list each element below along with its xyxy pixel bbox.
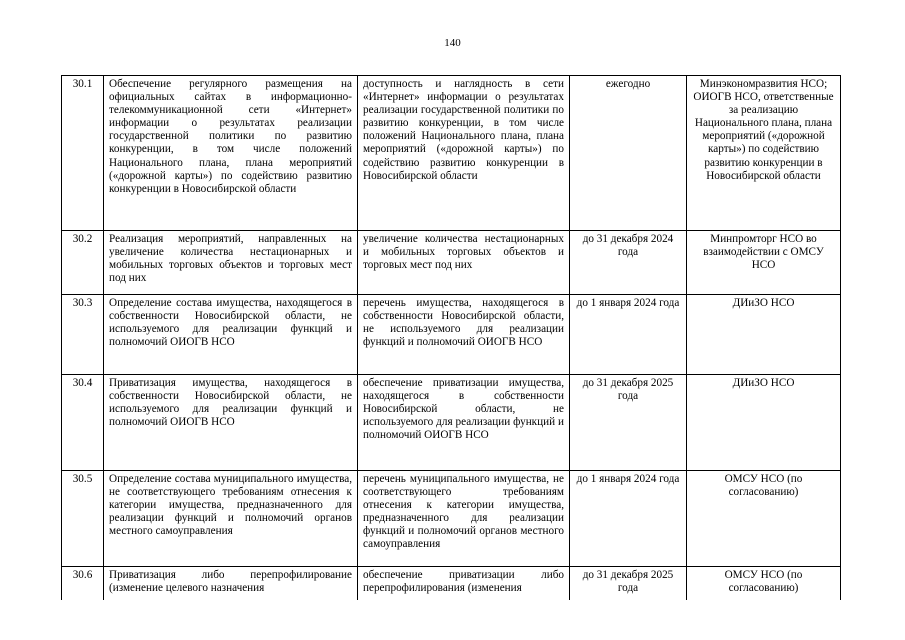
deadline-cell: до 31 декабря 2024 года — [570, 231, 687, 295]
deadline-cell: до 31 декабря 2025 года — [570, 375, 687, 471]
row-number: 30.1 — [62, 76, 104, 231]
table-row — [62, 76, 841, 231]
action-cell: Приватизация имущества, находящегося в собственности Новосибирской области, не используемого для реализации функций и полномочий ОИОГВ НСО — [104, 375, 358, 471]
responsible-cell: ОМСУ НСО (по согласованию) — [687, 471, 841, 567]
deadline-cell: ежегодно — [570, 76, 687, 231]
responsible-cell: ДИиЗО НСО — [687, 295, 841, 375]
deadline-cell: до 1 января 2024 года — [570, 471, 687, 567]
responsible-cell: ОМСУ НСО (по согласованию) — [687, 567, 841, 600]
action-cell: Определение состава имущества, находящегося в собственности Новосибирской области, не используемого для реализации функций и полномочий ОИОГВ НСО — [104, 295, 358, 375]
table-row — [62, 471, 841, 567]
result-cell: обеспечение приватизации имущества, находящегося в собственности Новосибирской области, не используемого для реализации функций и полномочий ОИОГВ НСО — [358, 375, 570, 471]
page-number: 140 — [444, 37, 461, 49]
row-number: 30.2 — [62, 231, 104, 295]
result-cell: перечень муниципального имущества, не соответствующего требованиям отнесения к категории имущества, предназначенного для реализации функций и полномочий органов местного самоуправления — [358, 471, 570, 567]
table-row — [62, 567, 841, 600]
deadline-cell: до 1 января 2024 года — [570, 295, 687, 375]
result-cell: доступность и наглядность в сети «Интернет» информации о результатах реализации государственной политики по развитию конкуренции, в том числе положений Национального плана, плана мероприятий («дорожной карты») по содействию развитию конкуренции в Новосибирской области — [358, 76, 570, 231]
responsible-cell: Минпромторг НСО во взаимодействии с ОМСУ НСО — [687, 231, 841, 295]
result-cell: перечень имущества, находящегося в собственности Новосибирской области, не используемого для реализации функций и полномочий ОИОГВ НСО — [358, 295, 570, 375]
row-number: 30.3 — [62, 295, 104, 375]
result-cell: обеспечение приватизации либо перепрофилирования (изменения — [358, 567, 570, 600]
row-number: 30.6 — [62, 567, 104, 600]
row-number: 30.4 — [62, 375, 104, 471]
action-cell: Определение состава муниципального имущества, не соответствующего требованиям отнесения к категории имущества, предназначенного для реализации функций и полномочий органов местного самоуправления — [104, 471, 358, 567]
table-row — [62, 231, 841, 295]
responsible-cell: Минэкономразвития НСО; ОИОГВ НСО, ответственные за реализацию Национального плана, плана мероприятий («дорожной карты») по содействию развитию конкуренции в Новосибирской области — [687, 76, 841, 231]
action-cell: Обеспечение регулярного размещения на официальных сайтах в информационно-телекоммуникационной сети «Интернет» информации о результатах реализации государственной политики по развитию конкуренции, в том числе положений Национального плана, плана мероприятий («дорожной карты») по содействию развитию конкуренции в Новосибирской области — [104, 76, 358, 231]
table-row — [62, 375, 841, 471]
action-cell: Реализация мероприятий, направленных на увеличение количества нестационарных и мобильных торговых объектов и торговых мест под них — [104, 231, 358, 295]
deadline-cell: до 31 декабря 2025 года — [570, 567, 687, 600]
measures-table — [61, 75, 841, 600]
row-number: 30.5 — [62, 471, 104, 567]
table-row — [62, 295, 841, 375]
result-cell: увеличение количества нестационарных и мобильных торговых объектов и торговых мест под них — [358, 231, 570, 295]
action-cell: Приватизация либо перепрофилирование (изменение целевого назначения — [104, 567, 358, 600]
responsible-cell: ДИиЗО НСО — [687, 375, 841, 471]
